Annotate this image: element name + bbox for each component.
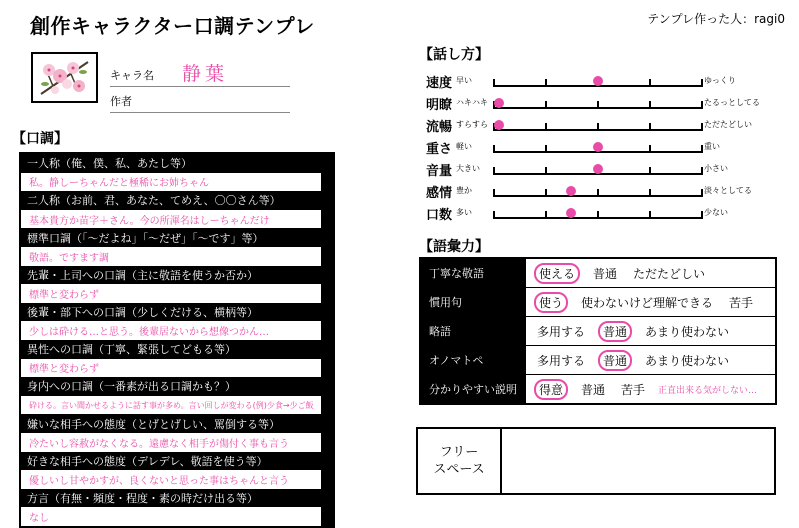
scale-tick: [597, 189, 599, 197]
scale-tick: [701, 123, 703, 131]
vocab-option-selected[interactable]: 使える: [534, 263, 580, 284]
tone-value[interactable]: 標準と変わらず: [21, 284, 333, 303]
vocab-section-title: 【語彙力】: [419, 239, 489, 255]
scale-right-label: 重い: [704, 142, 720, 151]
vocab-option[interactable]: 苦手: [621, 382, 646, 397]
vocab-option-selected[interactable]: 普通: [598, 350, 632, 371]
tone-label: 一人称（俺、僕、私、あたし等）: [21, 154, 333, 173]
tone-value[interactable]: 標準と変わらず: [21, 359, 333, 378]
scale-level-dot[interactable]: [593, 142, 603, 152]
vocab-label: 丁寧な敬語: [421, 259, 526, 287]
scale-tick: [493, 167, 495, 175]
scale-right-label: たるっとしてる: [704, 98, 760, 107]
scale-name: 明瞭: [426, 98, 453, 113]
scale-row: [426, 202, 771, 224]
tone-list: [19, 152, 335, 528]
scale-name: 口数: [426, 208, 453, 223]
vocab-row: [421, 317, 775, 346]
vocab-options: [526, 375, 775, 403]
scale-level-dot[interactable]: [593, 164, 603, 174]
scale-tick: [649, 123, 651, 131]
vocab-label: 略語: [421, 317, 526, 345]
scale-tick: [649, 167, 651, 175]
scale-left-label: 軽い: [456, 142, 472, 151]
vocab-row: [421, 288, 775, 317]
scale-left-label: 大きい: [456, 164, 480, 173]
vocab-option[interactable]: あまり使わない: [645, 324, 730, 339]
scale-tick: [545, 167, 547, 175]
vocab-option[interactable]: ただたどしい: [633, 266, 706, 281]
scale-name: 重さ: [426, 142, 453, 157]
scale-level-dot[interactable]: [566, 186, 576, 196]
speech-section-title: 【話し方】: [419, 47, 489, 63]
free-space-label-line: フリー: [439, 445, 479, 460]
page-title: 創作キャラクター口調テンプレ: [30, 14, 315, 38]
scale-level-dot[interactable]: [593, 76, 603, 86]
scale-name: 速度: [426, 76, 453, 91]
vocab-row: [421, 375, 775, 403]
free-space-label: [418, 429, 502, 493]
scale-right-label: ゆっくり: [704, 76, 736, 85]
scale-tick: [597, 211, 599, 219]
scale-tick: [545, 189, 547, 197]
template-credit: テンプレ作った人：ragi0: [647, 12, 785, 26]
tone-label: 標準口調（「～だよね」「～だぜ」「～です」等）: [21, 228, 333, 247]
scale-right-label: 小さい: [704, 164, 728, 173]
vocab-option[interactable]: 苦手: [729, 295, 754, 310]
scale-level-dot[interactable]: [566, 208, 576, 218]
tone-value[interactable]: 基本貴方か苗字＋さん。今の所渾名はしーちゃんだけ: [21, 210, 333, 229]
vocab-options: [526, 259, 775, 287]
author-label: 作者: [110, 95, 132, 108]
scale-level-dot[interactable]: [494, 120, 504, 130]
scale-tick: [493, 189, 495, 197]
free-space-label-line: スペース: [433, 462, 485, 477]
scale-name: 音量: [426, 164, 453, 179]
tone-label: 好きな相手への態度（デレデレ、敬語を使う等）: [21, 452, 333, 471]
free-space-area[interactable]: [502, 429, 774, 493]
tone-value[interactable]: 冷たいし容赦がなくなる。遠慮なく相手が傷付く事も言う: [21, 433, 333, 452]
tone-value[interactable]: 私。静しーちゃんだと極稀にお姉ちゃん: [21, 173, 333, 192]
tone-label: 異性への口調（丁寧、緊張してどもる等）: [21, 340, 333, 359]
vocab-option[interactable]: 多用する: [537, 324, 586, 339]
scale-left-label: 豊か: [456, 186, 472, 195]
scale-tick: [493, 145, 495, 153]
character-name-label: キャラ名: [110, 69, 154, 82]
vocab-option[interactable]: 普通: [581, 382, 606, 397]
scale-left-label: ハキハキ: [456, 98, 488, 107]
scale-tick: [649, 145, 651, 153]
vocab-option[interactable]: 使わないけど理解できる: [581, 295, 714, 310]
scale-tick: [545, 211, 547, 219]
scale-tick: [493, 79, 495, 87]
vocab-option[interactable]: あまり使わない: [645, 353, 730, 368]
tone-label: 嫌いな相手への態度（とげとげしい、罵倒する等）: [21, 414, 333, 433]
tone-label: 方言（有無・頻度・程度・素の時だけ出る等）: [21, 489, 333, 508]
scale-tick: [545, 123, 547, 131]
tone-value[interactable]: 少しは砕ける…と思う。後輩居ないから想像つかん…: [21, 321, 333, 340]
scale-tick: [597, 123, 599, 131]
scale-right-label: ただたどしい: [704, 120, 752, 129]
vocab-options: [526, 317, 775, 345]
scale-tick: [649, 211, 651, 219]
scale-tick: [545, 79, 547, 87]
cherry-blossom-icon: [33, 54, 96, 101]
vocab-option[interactable]: 普通: [593, 266, 618, 281]
tone-value[interactable]: 敬語。ですます調: [21, 247, 333, 266]
scale-level-dot[interactable]: [494, 98, 504, 108]
scale-tick: [649, 79, 651, 87]
vocab-row: [421, 259, 775, 288]
vocab-options: [526, 346, 775, 374]
scale-tick: [597, 101, 599, 109]
vocab-option-selected[interactable]: 得意: [534, 379, 568, 400]
scale-left-label: すらすら: [456, 120, 488, 129]
vocab-note: 正直出来る気がしない…: [658, 385, 758, 396]
vocab-table: [419, 257, 777, 405]
scale-row: [426, 136, 771, 158]
vocab-label: オノマトペ: [421, 346, 526, 374]
tone-value[interactable]: なし: [21, 507, 333, 526]
scale-tick: [649, 189, 651, 197]
scale-name: 流暢: [426, 120, 453, 135]
vocab-option-selected[interactable]: 使う: [534, 292, 568, 313]
author-field[interactable]: [110, 88, 290, 113]
free-space-box: [416, 427, 776, 495]
vocab-options: [526, 288, 775, 316]
scale-right-label: 淡々としてる: [704, 186, 752, 195]
vocab-label: 慣用句: [421, 288, 526, 316]
scale-tick: [649, 101, 651, 109]
tone-value[interactable]: 優しいし甘やかすが、良くないと思った事はちゃんと言う: [21, 470, 333, 489]
tone-label: 二人称（お前、君、あなた、てめえ、〇〇さん等）: [21, 191, 333, 210]
vocab-row: [421, 346, 775, 375]
scale-tick: [545, 101, 547, 109]
scale-tick: [545, 145, 547, 153]
scale-left-label: 多い: [456, 208, 472, 217]
vocab-option-selected[interactable]: 普通: [598, 321, 632, 342]
scale-tick: [701, 211, 703, 219]
character-name-value: 静葉: [182, 63, 229, 85]
tone-label: 先輩・上司への口調（主に敬語を使うか否か）: [21, 266, 333, 285]
tone-label: 後輩・部下への口調（少しくだける、横柄等）: [21, 303, 333, 322]
character-name-field[interactable]: [110, 62, 290, 87]
scale-tick: [493, 211, 495, 219]
scale-tick: [701, 101, 703, 109]
tone-value[interactable]: 砕ける。言い聞かせるように話す事が多め。言い回しが変わる(例)少食→少ご飯: [21, 396, 333, 415]
tone-section-title: 【口調】: [12, 131, 68, 147]
scale-tick: [701, 79, 703, 87]
tone-label: 身内への口調（一番素が出る口調かも？）: [21, 377, 333, 396]
vocab-label: 分かりやすい説明: [421, 375, 526, 403]
scale-row: [426, 180, 771, 202]
scale-row: [426, 158, 771, 180]
vocab-option[interactable]: 多用する: [537, 353, 586, 368]
scale-row: [426, 114, 771, 136]
scale-tick: [701, 189, 703, 197]
scale-row: [426, 92, 771, 114]
scale-right-label: 少ない: [704, 208, 728, 217]
character-image: [31, 52, 98, 103]
scale-left-label: 早い: [456, 76, 472, 85]
scale-tick: [701, 167, 703, 175]
scale-name: 感情: [426, 186, 453, 201]
scale-tick: [701, 145, 703, 153]
scale-row: [426, 70, 771, 92]
